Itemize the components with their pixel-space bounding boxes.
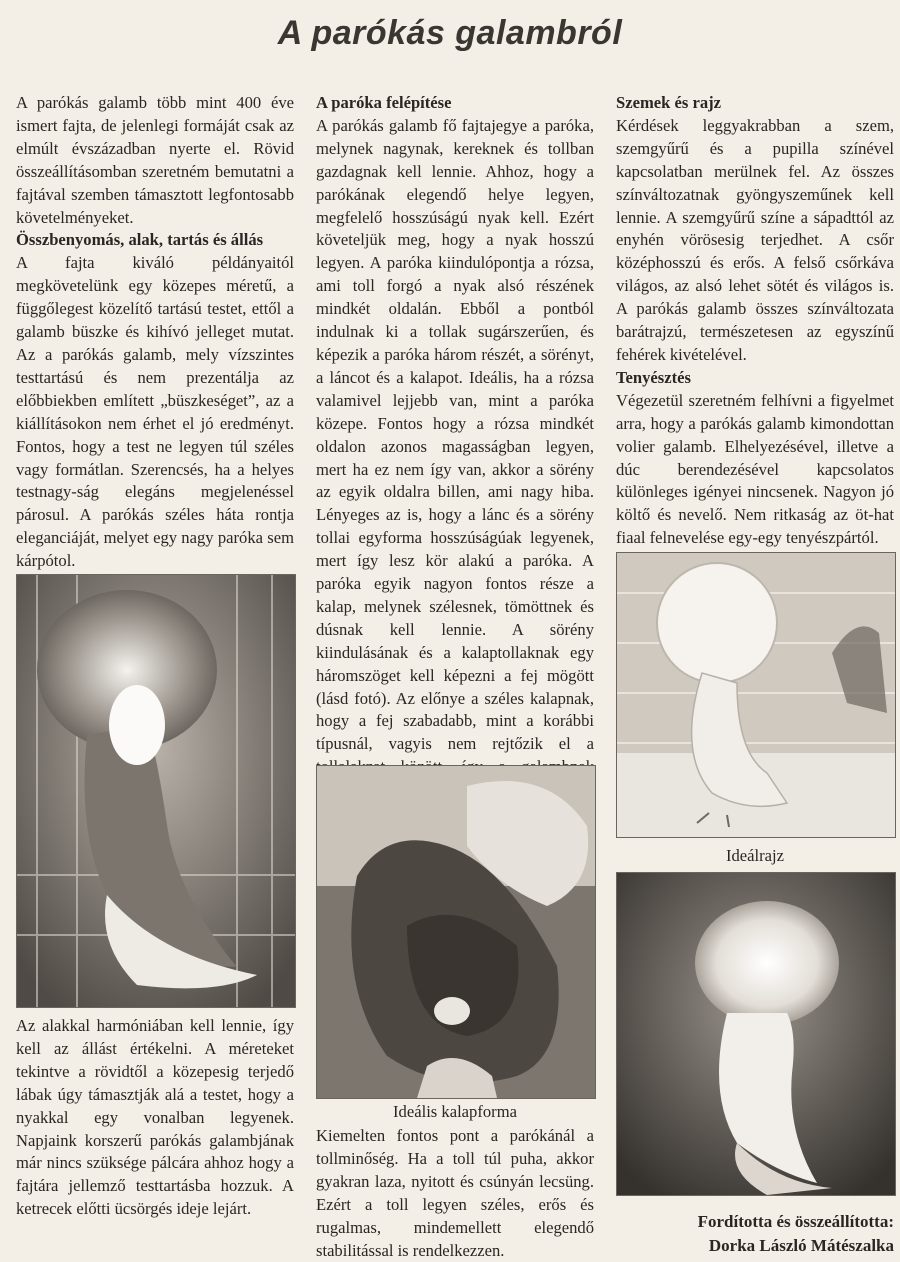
breeding-paragraph: Végezetül szeretném felhívni a figyelmet arra, hogy a parókás galamb kimondottan volier galamb. Elhelyezésével, illetve a dúc berendezésével kapcsolatos különleges igényei nincsenek. Nagyon jó költő és nevelő. Nem ritkaság az öt-hat fiaal felnevelése egy-egy tenyészpártól. — [616, 390, 894, 548]
intro-paragraph: A parókás galamb több mint 400 éve ismert fajta, de jelenlegi formáját csak az elmúlt évszázadban nyerte el. Rövid összeállításomban szeretném bemutatni a fajtával szemben támasztott legfontosabb követelményeket. — [16, 93, 294, 227]
credit-line-2: Dorka László Mátészalka — [708, 1236, 894, 1255]
column-1-top — [16, 92, 294, 573]
ideal-drawing-image — [617, 553, 895, 837]
column-3-top — [616, 92, 894, 550]
column-2-bottom — [316, 1125, 594, 1262]
photo-pigeon-side — [16, 574, 296, 1008]
section-heading-appearance: Összbenyomás, alak, tartás és állás — [16, 230, 264, 250]
wig-structure-paragraph: A parókás galamb fő fajtajegye a paróka, melynek nagynak, kereknek és tollban gazdagnak kell lennie. Ahhoz, hogy a parókának elegendő helye legyen, megfelelő hosszúságú nyak kell. Ezért követeljük meg, hogy a nyak hosszú legyen. A paróka kiindulópontja a rózsa, ami toll forgó a nyak alsó részének mindkét oldalán. Ebből a pontból indulnak ki a tollak sugárszerűen, és képezik a paróka három részét, a sörényt, a láncot és a kalapot. Ideális, ha a rózsa valamivel lejjebb van, mint a paróka közepe. Fontos hogy a rózsa mindkét oldalon azonos magasságban legyen, mert ha ez nem így van, akkor a sörény az egyik oldalra billen, ami nagy hiba. Lényeges az is, hogy a lánc és a sörény tollai egyforma hosszúságúak legyenek, mert így lesz kör alakú a paróka. A paróka egyik nagyon fontos része a kalap, melynek szélesnek, tömöttnek és dúsnak kell lennie. A sörény kiindulásának és a kalaptollaknak egy háromszöget kell képezni a fej mögött (lásd fotó). Az előnye a széles kalapnak, hogy a fej szabadabb, mint a korábbi típusnál, vagyis nem rejtőzik el a — [316, 115, 594, 754]
feather-quality-paragraph: Kiemelten fontos pont a parókánál a tollminőség. Ha a toll túl puha, akkor gyakran laza, nyitott és csúnyán lecsüng. Ezért a toll legyen széles, erős és rugalmas, mindemellett elegendő stabilitással is rendelkezzen. — [316, 1126, 594, 1260]
section-heading-wig-structure: A paróka felépítése — [316, 93, 452, 112]
pigeon-white-image — [617, 873, 895, 1195]
ideal-drawing — [616, 552, 896, 838]
page-title: A parókás galambról — [277, 14, 623, 52]
posture-paragraph: Az alakkal harmóniában kell lennie, így kell az állást értékelni. A méreteket tekintve a rövidtől a közepesig terjedő lábak úgy támasztják alá a testet, hogy a nyakkal egy vonalban legyenek. Napjaink korszerű parókás galambjának már nincs szüksége pálcára ahhoz hogy a fajtára jellemző testtartásba hozzuk. A ketrecek előtti ücsörgés ideje lejárt. — [16, 1016, 294, 1219]
section-heading-breeding: Tenyésztés — [616, 367, 691, 387]
hat-form-image — [317, 766, 595, 1098]
photo-pigeon-white — [616, 872, 896, 1196]
credit-line-1: Fordította és összeállította: — [697, 1212, 894, 1231]
column-1-bottom — [16, 1015, 294, 1221]
eyes-paragraph: Kérdések leggyakrabban a szem, szemgyűrű és a pupilla színével kapcsolatban merülnek fel. Az összes színváltozatnak gyöngyszeműnek kell lennie. A szemgyűrű színe a sápadttól az enyhén vörösesig terjedhet. A csőr középhosszú és erős. A felső csőrkáva világos, az alsó lehet sötét és világos is. A parókás galamb összes színváltozata barátrajzú, természetesen az egyszínű fehérek kivételével. — [616, 115, 894, 364]
pigeon-side-image — [17, 575, 295, 1007]
translator-credit — [616, 1210, 894, 1258]
caption-hat-form: Ideális kalapforma — [393, 1102, 517, 1121]
photo-hat-form — [316, 765, 596, 1099]
column-2-top — [316, 92, 594, 802]
appearance-paragraph: A fajta kiváló példányaitól megkövetelünk egy közepes méretű, a függőlegest közelítő tartású testet, ettől a galamb büszke és kihívó jelleget mutat. Az a parókás galamb, mely vízszintes testtartású és nem prezentálja az előbbiekben említett „büszkeséget”, az a kiállításokon nem érhet el jó eredményt. Fontos, hogy a test ne legyen túl széles vagy formátlan. Szerencsés, ha a helyes testnagy-ság elegáns megjelenéssel párosul. A parókás széles háta rontja eleganciáját, melyet egy nagy paróka sem kárpótol. — [16, 253, 294, 571]
caption-ideal-drawing: Ideálrajz — [725, 846, 785, 865]
section-heading-eyes: Szemek és rajz — [616, 93, 722, 112]
